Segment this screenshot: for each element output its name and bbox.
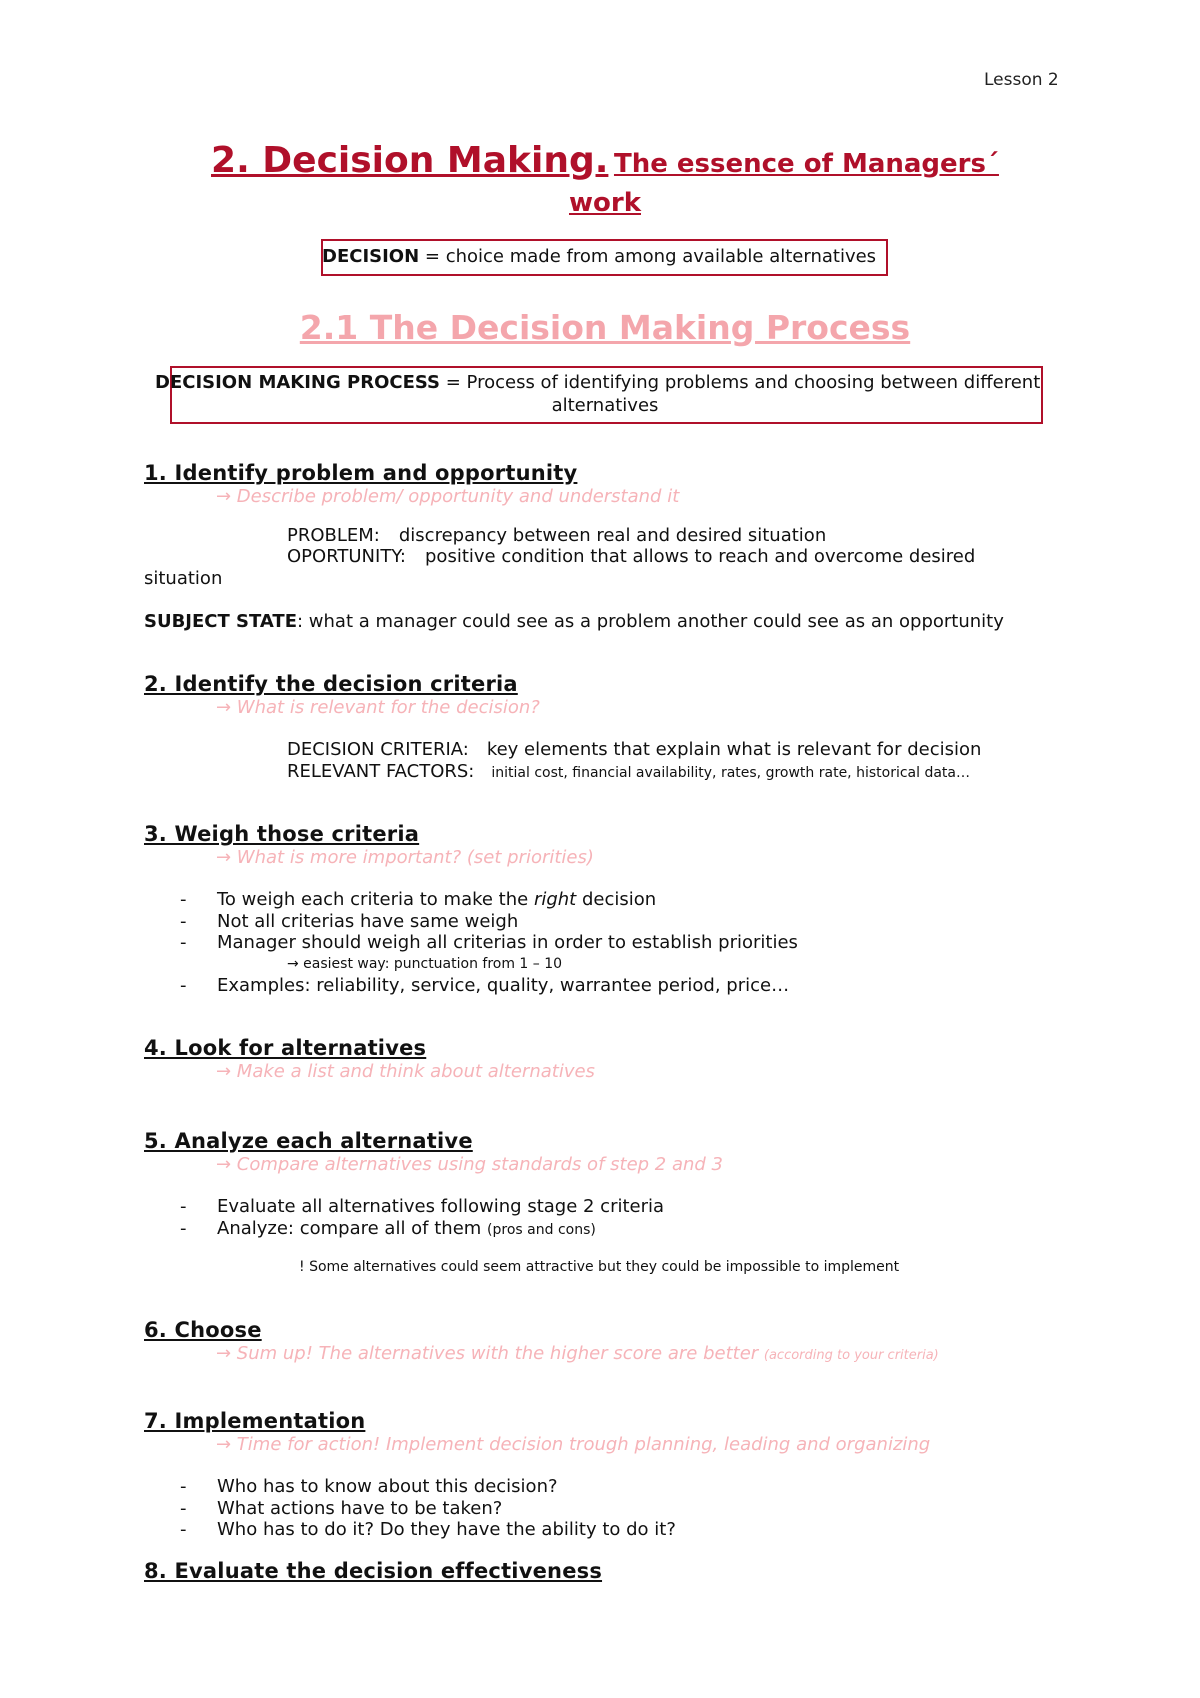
step5-bullet2-small: (pros and cons) [487, 1222, 596, 1238]
step1-heading: 1. Identify problem and opportunity [144, 461, 578, 485]
step2-heading: 2. Identify the decision criteria [144, 672, 518, 696]
opportunity-cont: situation [144, 568, 223, 589]
criteria-label: DECISION CRITERIA: [287, 739, 469, 760]
step7-heading: 7. Implementation [144, 1409, 366, 1433]
step3-bullet1-post: decision [576, 889, 657, 910]
step6-hint [216, 1343, 939, 1364]
step3-bullet3: Manager should weigh all criterias in order to establish priorities [217, 932, 798, 953]
bullet-dash: - [180, 1218, 187, 1239]
criteria-definition [287, 739, 981, 760]
step7-bullet1: Who has to know about this decision? [217, 1476, 558, 1497]
subject-text: : what a manager could see as a problem another could see as an opportunity [297, 611, 1004, 632]
subject-label: SUBJECT STATE [144, 611, 297, 632]
step5-bullet2 [217, 1218, 596, 1239]
bullet-dash: - [180, 1196, 187, 1217]
factors-definition [287, 761, 970, 782]
process-term: DECISION MAKING PROCESS [155, 372, 441, 393]
bullet-dash: - [180, 1498, 187, 1519]
step8-heading: 8. Evaluate the decision effectiveness [144, 1559, 603, 1583]
step3-bullet1 [217, 889, 656, 910]
problem-label: PROBLEM: [287, 525, 380, 546]
title-main: 2. Decision Making. [211, 140, 609, 181]
process-definition [155, 372, 1040, 393]
step3-sub-note: → easiest way: punctuation from 1 – 10 [287, 956, 563, 972]
title-sub: The essence of Managers´ [613, 149, 999, 179]
step6-heading: 6. Choose [144, 1318, 262, 1342]
section-title: 2.1 The Decision Making Process [299, 308, 911, 347]
bullet-dash: - [180, 1519, 187, 1540]
step4-hint: → Make a list and think about alternatives [216, 1061, 595, 1082]
step3-bullet4: Examples: reliability, service, quality, warrantee period, price… [217, 975, 790, 996]
subject-state [144, 611, 1004, 632]
step5-bullet2-text: Analyze: compare all of them [217, 1218, 488, 1239]
step5-heading: 5. Analyze each alternative [144, 1129, 473, 1153]
step6-hint-text: → Sum up! The alternatives with the higher score are better [216, 1343, 764, 1364]
criteria-text: key elements that explain what is relevant for decision [486, 739, 982, 760]
step6-hint-small: (according to your criteria) [763, 1348, 939, 1363]
bullet-dash: - [180, 932, 187, 953]
step3-hint: → What is more important? (set priorities) [216, 847, 594, 868]
bullet-dash: - [180, 975, 187, 996]
opportunity-label: OPORTUNITY: [287, 546, 406, 567]
step5-hint: → Compare alternatives using standards of step 2 and 3 [216, 1154, 723, 1175]
bullet-dash: - [180, 911, 187, 932]
step3-bullet1-em: right [533, 889, 577, 910]
step7-hint: → Time for action! Implement decision trough planning, leading and organizing [216, 1434, 931, 1455]
title-sub-line2: work [569, 188, 641, 218]
step4-heading: 4. Look for alternatives [144, 1036, 427, 1060]
decision-text: = choice made from among available alternatives [419, 246, 877, 267]
decision-term: DECISION [322, 246, 420, 267]
decision-definition [322, 246, 876, 267]
step3-bullet1-pre: To weigh each criteria to make the [217, 889, 534, 910]
process-text: = Process of identifying problems and choosing between different [440, 372, 1041, 393]
problem-text: discrepancy between real and desired situation [398, 525, 827, 546]
factors-text: initial cost, financial availability, rates, growth rate, historical data… [491, 765, 970, 781]
factors-label: RELEVANT FACTORS: [287, 761, 475, 782]
bullet-dash: - [180, 889, 187, 910]
process-definition-line2: alternatives [551, 395, 659, 416]
step2-hint: → What is relevant for the decision? [216, 697, 540, 718]
document-title [0, 140, 1200, 181]
step1-hint: → Describe problem/ opportunity and understand it [216, 486, 680, 507]
step7-bullet3: Who has to do it? Do they have the ability to do it? [217, 1519, 676, 1540]
step3-heading: 3. Weigh those criteria [144, 822, 420, 846]
step3-bullet2: Not all criterias have same weigh [217, 911, 519, 932]
opportunity-text: positive condition that allows to reach and overcome desired [425, 546, 976, 567]
bullet-dash: - [180, 1476, 187, 1497]
step5-note: ! Some alternatives could seem attractive but they could be impossible to implement [299, 1259, 900, 1275]
step7-bullet2: What actions have to be taken? [217, 1498, 503, 1519]
step5-bullet1: Evaluate all alternatives following stage 2 criteria [217, 1196, 665, 1217]
lesson-header: Lesson 2 [984, 70, 1059, 90]
problem-definition [287, 525, 826, 546]
opportunity-definition [287, 546, 975, 567]
